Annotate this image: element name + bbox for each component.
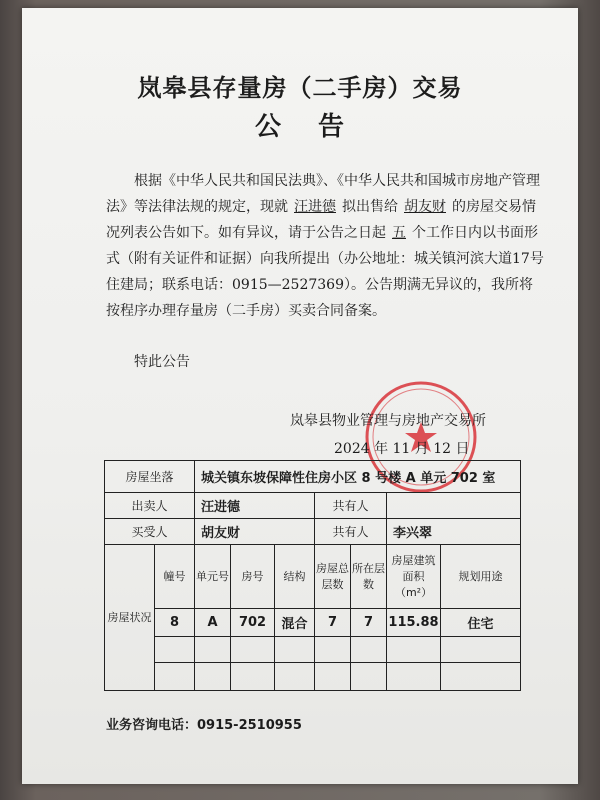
co-owner-value-1 xyxy=(387,493,521,519)
empty-cell xyxy=(387,663,441,691)
header-structure: 结构 xyxy=(275,545,315,609)
empty-cell xyxy=(441,637,521,663)
header-total-floors: 房屋总层数 xyxy=(315,545,351,609)
empty-cell xyxy=(275,663,315,691)
objection-days-underlined: 五 xyxy=(392,225,406,241)
cell-total-floors: 7 xyxy=(315,609,351,637)
empty-cell xyxy=(231,637,275,663)
issuer-name: 岚皋县物业管理与房地产交易所 xyxy=(290,413,486,429)
cell-floor: 7 xyxy=(351,609,387,637)
paragraph-text-4: 个工作日内以书面形式（附有关证件和证据）向我所提出（办公地址：城关镇河滨大道17号住建局；联系电话：0915—2527369）。公告期满无异议的，我所将按程序办理存量房（二手房）买卖合同备案。 xyxy=(106,225,544,319)
header-floor: 所在层数 xyxy=(351,545,387,609)
cell-room: 702 xyxy=(231,609,275,637)
empty-cell xyxy=(387,637,441,663)
empty-cell xyxy=(315,637,351,663)
house-status-label: 房屋状况 xyxy=(105,545,155,691)
table-row xyxy=(105,519,521,545)
empty-cell xyxy=(351,637,387,663)
buyer-label: 买受人 xyxy=(105,519,195,545)
paragraph-text-1: 根据《中华人民共和国民法典》、《中华人民共和国城市房地产管理法》等法律法规的规定，现就 xyxy=(106,173,540,215)
notice-subtitle xyxy=(22,106,578,143)
notice-body xyxy=(106,168,546,324)
co-owner-value-2: 李兴翠 xyxy=(387,519,521,545)
buyer-name-underlined: 胡友财 xyxy=(404,199,446,215)
empty-cell xyxy=(155,663,195,691)
seller-label: 出卖人 xyxy=(105,493,195,519)
table-row xyxy=(105,461,521,493)
notice-paper xyxy=(22,8,578,784)
special-notice: 特此公告 xyxy=(134,354,190,370)
subtitle-char-2: 告 xyxy=(318,112,346,142)
header-area: 房屋建筑面积（m²） xyxy=(387,545,441,609)
subtitle-char-1: 公 xyxy=(254,112,282,142)
location-label: 房屋坐落 xyxy=(105,461,195,493)
table-row xyxy=(105,637,521,663)
cell-building: 8 xyxy=(155,609,195,637)
co-owner-label-2: 共有人 xyxy=(315,519,387,545)
empty-cell xyxy=(231,663,275,691)
table-row xyxy=(105,663,521,691)
empty-cell xyxy=(275,637,315,663)
issue-date: 2024 年 11 月 12 日 xyxy=(334,441,470,457)
header-room: 房号 xyxy=(231,545,275,609)
table-row xyxy=(105,493,521,519)
location-value: 城关镇东坡保障性住房小区 8 号楼 A 单元 702 室 xyxy=(195,461,521,493)
header-usage: 规划用途 xyxy=(441,545,521,609)
notice-paragraph xyxy=(106,168,546,324)
empty-cell xyxy=(441,663,521,691)
empty-cell xyxy=(351,663,387,691)
contact-phone-footer: 业务咨询电话：0915-2510955 xyxy=(106,718,302,733)
cell-usage: 住宅 xyxy=(441,609,521,637)
seller-name-underlined: 汪进德 xyxy=(294,199,336,215)
co-owner-label-1: 共有人 xyxy=(315,493,387,519)
transaction-table xyxy=(104,460,521,691)
table-header-row xyxy=(105,545,521,609)
empty-cell xyxy=(315,663,351,691)
table-row xyxy=(105,609,521,637)
empty-cell xyxy=(195,637,231,663)
paragraph-text-2: 拟出售给 xyxy=(342,199,398,215)
empty-cell xyxy=(195,663,231,691)
cell-unit: A xyxy=(195,609,231,637)
buyer-value: 胡友财 xyxy=(195,519,315,545)
header-building: 幢号 xyxy=(155,545,195,609)
seller-value: 汪进德 xyxy=(195,493,315,519)
empty-cell xyxy=(155,637,195,663)
header-unit: 单元号 xyxy=(195,545,231,609)
cell-area: 115.88 xyxy=(387,609,441,637)
notice-title: 岚皋县存量房（二手房）交易 xyxy=(137,73,463,102)
paragraph-text-3: 的房屋交易情况列表公告如下。如有异议，请于公告之日起 xyxy=(106,199,536,241)
cell-structure: 混合 xyxy=(275,609,315,637)
